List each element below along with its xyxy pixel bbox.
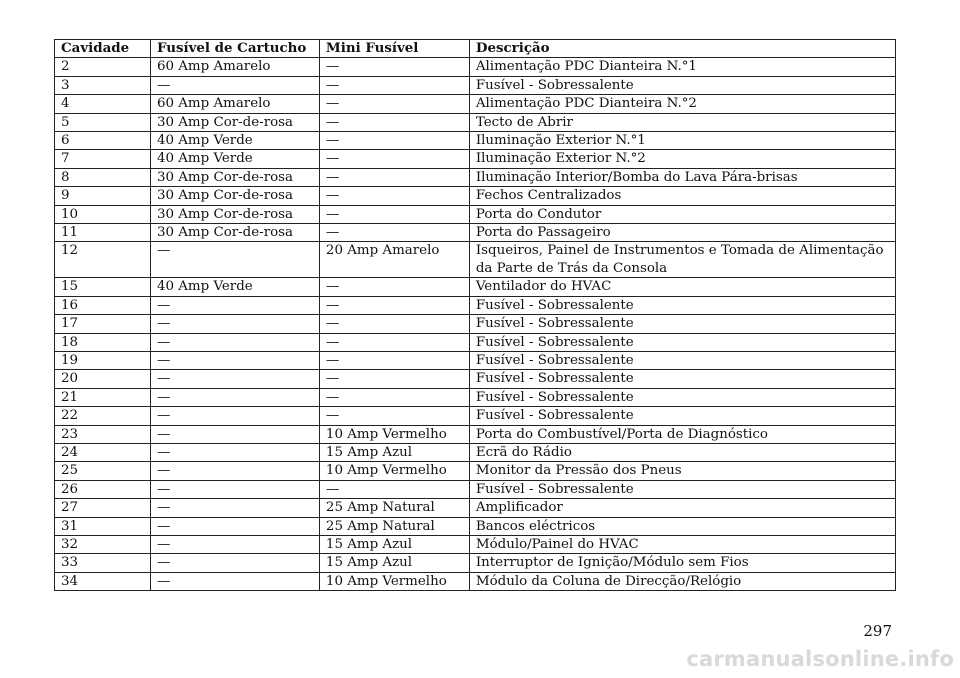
cell-cavity: 15 [55, 278, 151, 296]
cell-cavity: 9 [55, 187, 151, 205]
cell-description: Porta do Combustível/Porta de Diagnóstico [469, 425, 895, 443]
cell-cartridge-fuse: — [150, 242, 319, 278]
cell-cavity: 2 [55, 58, 151, 76]
cell-description: Fusível - Sobressalente [469, 333, 895, 351]
table-row [55, 224, 896, 242]
cell-description: Porta do Condutor [469, 205, 895, 223]
cell-description: Tecto de Abrir [469, 113, 895, 131]
cell-cartridge-fuse: — [150, 333, 319, 351]
table-row [55, 572, 896, 590]
cell-mini-fuse: — [319, 76, 469, 94]
cell-cartridge-fuse: — [150, 407, 319, 425]
cell-mini-fuse: — [319, 95, 469, 113]
cell-cavity: 24 [55, 443, 151, 461]
cell-cavity: 22 [55, 407, 151, 425]
cell-mini-fuse: — [319, 278, 469, 296]
cell-cartridge-fuse: — [150, 351, 319, 369]
cell-cartridge-fuse: 30 Amp Cor-de-rosa [150, 187, 319, 205]
table-row [55, 351, 896, 369]
cell-mini-fuse: 10 Amp Vermelho [319, 425, 469, 443]
cell-cartridge-fuse: 60 Amp Amarelo [150, 58, 319, 76]
cell-cavity: 8 [55, 168, 151, 186]
cell-cartridge-fuse: 40 Amp Verde [150, 132, 319, 150]
cell-description: Fusível - Sobressalente [469, 296, 895, 314]
cell-cavity: 27 [55, 499, 151, 517]
cell-cavity: 21 [55, 388, 151, 406]
table-row [55, 278, 896, 296]
watermark: carmanualsonline.info [686, 647, 954, 671]
cell-mini-fuse: — [319, 187, 469, 205]
cell-description: Fusível - Sobressalente [469, 407, 895, 425]
cell-mini-fuse: 15 Amp Azul [319, 535, 469, 553]
cell-cartridge-fuse: — [150, 480, 319, 498]
cell-cartridge-fuse: 30 Amp Cor-de-rosa [150, 113, 319, 131]
cell-mini-fuse: — [319, 224, 469, 242]
cell-cavity: 23 [55, 425, 151, 443]
table-row [55, 425, 896, 443]
cell-description: Módulo da Coluna de Direcção/Relógio [469, 572, 895, 590]
cell-cavity: 7 [55, 150, 151, 168]
cell-cavity: 32 [55, 535, 151, 553]
cell-cartridge-fuse: — [150, 370, 319, 388]
cell-cartridge-fuse: — [150, 296, 319, 314]
page-number: 297 [863, 622, 892, 640]
table-row [55, 205, 896, 223]
cell-description: Alimentação PDC Dianteira N.°2 [469, 95, 895, 113]
cell-cavity: 20 [55, 370, 151, 388]
cell-mini-fuse: — [319, 205, 469, 223]
cell-cartridge-fuse: 40 Amp Verde [150, 278, 319, 296]
cell-description: Interruptor de Ignição/Módulo sem Fios [469, 554, 895, 572]
table-row [55, 370, 896, 388]
cell-cavity: 16 [55, 296, 151, 314]
cell-cavity: 18 [55, 333, 151, 351]
cell-mini-fuse: — [319, 113, 469, 131]
table-row [55, 168, 896, 186]
fuse-table [54, 39, 896, 591]
cell-description: Fusível - Sobressalente [469, 76, 895, 94]
cell-mini-fuse: 10 Amp Vermelho [319, 572, 469, 590]
table-row [55, 462, 896, 480]
cell-mini-fuse: 15 Amp Azul [319, 554, 469, 572]
cell-mini-fuse: — [319, 370, 469, 388]
cell-cavity: 31 [55, 517, 151, 535]
table-row [55, 388, 896, 406]
cell-mini-fuse: 25 Amp Natural [319, 517, 469, 535]
cell-mini-fuse: — [319, 407, 469, 425]
cell-mini-fuse: 10 Amp Vermelho [319, 462, 469, 480]
cell-description: Ventilador do HVAC [469, 278, 895, 296]
header-cavity: Cavidade [55, 40, 151, 58]
cell-cartridge-fuse: 30 Amp Cor-de-rosa [150, 168, 319, 186]
cell-cavity: 6 [55, 132, 151, 150]
cell-description: Fusível - Sobressalente [469, 315, 895, 333]
cell-description: Fusível - Sobressalente [469, 351, 895, 369]
table-row [55, 535, 896, 553]
table-row [55, 517, 896, 535]
table-row [55, 480, 896, 498]
cell-description: Fusível - Sobressalente [469, 388, 895, 406]
cell-cavity: 11 [55, 224, 151, 242]
cell-cavity: 34 [55, 572, 151, 590]
cell-cartridge-fuse: — [150, 499, 319, 517]
cell-cavity: 5 [55, 113, 151, 131]
cell-cartridge-fuse: 60 Amp Amarelo [150, 95, 319, 113]
cell-mini-fuse: — [319, 480, 469, 498]
cell-cavity: 26 [55, 480, 151, 498]
cell-description: Iluminação Exterior N.°1 [469, 132, 895, 150]
cell-cartridge-fuse: — [150, 517, 319, 535]
cell-cartridge-fuse: — [150, 388, 319, 406]
cell-mini-fuse: 20 Amp Amarelo [319, 242, 469, 278]
cell-cavity: 3 [55, 76, 151, 94]
cell-cavity: 33 [55, 554, 151, 572]
cell-description: Amplificador [469, 499, 895, 517]
cell-description: Bancos eléctricos [469, 517, 895, 535]
table-row [55, 187, 896, 205]
table-row [55, 554, 896, 572]
cell-cavity: 4 [55, 95, 151, 113]
cell-mini-fuse: — [319, 168, 469, 186]
cell-description: Iluminação Interior/Bomba do Lava Pára-brisas [469, 168, 895, 186]
cell-cartridge-fuse: — [150, 443, 319, 461]
cell-description: Iluminação Exterior N.°2 [469, 150, 895, 168]
table-row [55, 76, 896, 94]
cell-mini-fuse: — [319, 388, 469, 406]
cell-cavity: 17 [55, 315, 151, 333]
table-row [55, 407, 896, 425]
cell-cartridge-fuse: 30 Amp Cor-de-rosa [150, 224, 319, 242]
cell-mini-fuse: — [319, 351, 469, 369]
table-row [55, 499, 896, 517]
cell-cartridge-fuse: — [150, 76, 319, 94]
table-row [55, 443, 896, 461]
header-description: Descrição [469, 40, 895, 58]
cell-description: Porta do Passageiro [469, 224, 895, 242]
cell-description: Fusível - Sobressalente [469, 370, 895, 388]
cell-description: Fechos Centralizados [469, 187, 895, 205]
cell-description: Monitor da Pressão dos Pneus [469, 462, 895, 480]
table-row [55, 242, 896, 278]
table-row [55, 315, 896, 333]
cell-description: Alimentação PDC Dianteira N.°1 [469, 58, 895, 76]
cell-mini-fuse: — [319, 150, 469, 168]
header-mini-fuse: Mini Fusível [319, 40, 469, 58]
cell-description: Módulo/Painel do HVAC [469, 535, 895, 553]
cell-mini-fuse: — [319, 132, 469, 150]
table-row [55, 58, 896, 76]
table-row [55, 296, 896, 314]
cell-cartridge-fuse: — [150, 572, 319, 590]
table-row [55, 113, 896, 131]
table-header-row [55, 40, 896, 58]
cell-cartridge-fuse: — [150, 462, 319, 480]
cell-mini-fuse: — [319, 58, 469, 76]
table-row [55, 95, 896, 113]
cell-cavity: 10 [55, 205, 151, 223]
cell-cavity: 12 [55, 242, 151, 278]
cell-cartridge-fuse: — [150, 554, 319, 572]
cell-cavity: 19 [55, 351, 151, 369]
cell-description: Isqueiros, Painel de Instrumentos e Tomada de Alimentação da Parte de Trás da Consola [469, 242, 895, 278]
cell-mini-fuse: — [319, 333, 469, 351]
cell-mini-fuse: — [319, 315, 469, 333]
cell-description: Fusível - Sobressalente [469, 480, 895, 498]
cell-description: Ecrã do Rádio [469, 443, 895, 461]
cell-cavity: 25 [55, 462, 151, 480]
cell-cartridge-fuse: — [150, 535, 319, 553]
cell-mini-fuse: 25 Amp Natural [319, 499, 469, 517]
table-row [55, 333, 896, 351]
cell-mini-fuse: — [319, 296, 469, 314]
header-cartridge-fuse: Fusível de Cartucho [150, 40, 319, 58]
cell-cartridge-fuse: 40 Amp Verde [150, 150, 319, 168]
table-row [55, 150, 896, 168]
cell-cartridge-fuse: 30 Amp Cor-de-rosa [150, 205, 319, 223]
cell-cartridge-fuse: — [150, 425, 319, 443]
table-row [55, 132, 896, 150]
cell-mini-fuse: 15 Amp Azul [319, 443, 469, 461]
cell-cartridge-fuse: — [150, 315, 319, 333]
